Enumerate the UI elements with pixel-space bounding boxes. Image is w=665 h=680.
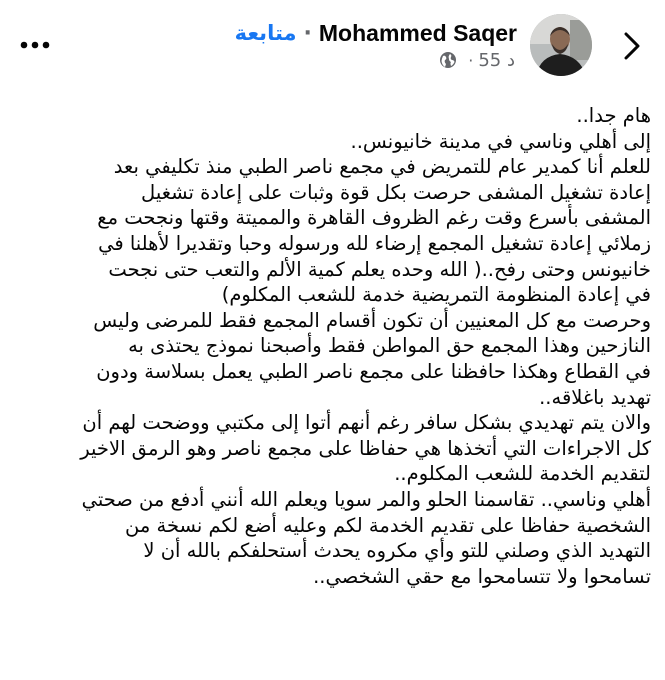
post-line: في القطاع وهكذا حافظنا على مجمع ناصر الطبي يعمل بسلاسة ودون bbox=[96, 359, 651, 383]
profile-photo bbox=[530, 14, 592, 76]
globe-icon bbox=[439, 51, 457, 69]
more-horizontal-icon bbox=[20, 41, 50, 49]
post-line: المشفى بأسرع وقت رغم الظروف القاهرة والمميتة وقتها ونجحت مع bbox=[97, 206, 651, 230]
post-line: وحرصت مع كل المعنيين أن تكون أقسام المجمع فقط للمرضى وليس bbox=[93, 308, 651, 332]
post-line: التهديد الذي وصلني للتو وأي مكروه يحدث أستحلفكم بالله أن لا bbox=[143, 539, 651, 563]
back-button[interactable] bbox=[617, 28, 647, 64]
post-line: النازحين وهذا المجمع حق المواطن فقط وأصبحنا نموذج يحتذى به bbox=[128, 334, 651, 358]
post-line: إعادة تشغيل المشفى حرصت بكل قوة وثبات على إعادة تشغيل bbox=[141, 180, 651, 204]
follow-button[interactable]: متابعة bbox=[234, 21, 297, 45]
avatar[interactable] bbox=[530, 14, 592, 76]
post-line: والان يتم تهديدي بشكل سافر رغم أنهم أتوا إلى مكتبي ووضحت لهم أن bbox=[82, 411, 651, 435]
post-line: لتقديم الخدمة للشعب المكلوم.. bbox=[394, 462, 651, 486]
post-line: الشخصية حفاظا على تقديم الخدمة لكم وعليه أضع لكم نسخة من bbox=[125, 513, 651, 537]
more-options-button[interactable] bbox=[18, 30, 52, 60]
post-text bbox=[11, 103, 651, 589]
post-line: زملائي إعادة تشغيل المجمع إرضاء لله ورسوله وحبا وتقديرا لأهلنا في bbox=[98, 231, 651, 255]
author-name[interactable]: Mohammed Saqer bbox=[318, 19, 517, 46]
post-line: أهلي وناسي.. تقاسمنا الحلو والمر سويا ويعلم الله أنني أدفع من صحتي bbox=[81, 487, 651, 511]
post-line: في إعادة المنظومة التمريضية خدمة للشعب المكلوم) bbox=[221, 283, 651, 307]
chevron-right-icon bbox=[622, 31, 642, 61]
separator-dot: · bbox=[468, 50, 474, 70]
post-header bbox=[0, 0, 665, 88]
post-meta bbox=[439, 46, 515, 74]
post-line: للعلم أنا كمدير عام للتمريض في مجمع ناصر الطبي منذ تكليفي بعد bbox=[113, 155, 651, 179]
post-line: تهديد باغلاقه.. bbox=[539, 385, 651, 409]
post-line: هام جدا.. bbox=[576, 104, 651, 127]
separator-dot: · bbox=[303, 20, 312, 46]
author-row bbox=[235, 16, 517, 50]
post-line: كل الاجراءات التي أتخذها هي حفاظا على مجمع ناصر وهو الرمق الاخير bbox=[80, 436, 651, 460]
post-time[interactable]: 55 د bbox=[478, 49, 515, 71]
post-line: تسامحوا ولا تتسامحوا مع حقي الشخصي.. bbox=[313, 564, 651, 588]
post-line: خانيونس وحتى رفح..( الله وحده يعلم كمية الألم والتعب حتى نجحت bbox=[108, 257, 651, 281]
post-line: إلى أهلي وناسي في مدينة خانيونس.. bbox=[350, 129, 651, 153]
